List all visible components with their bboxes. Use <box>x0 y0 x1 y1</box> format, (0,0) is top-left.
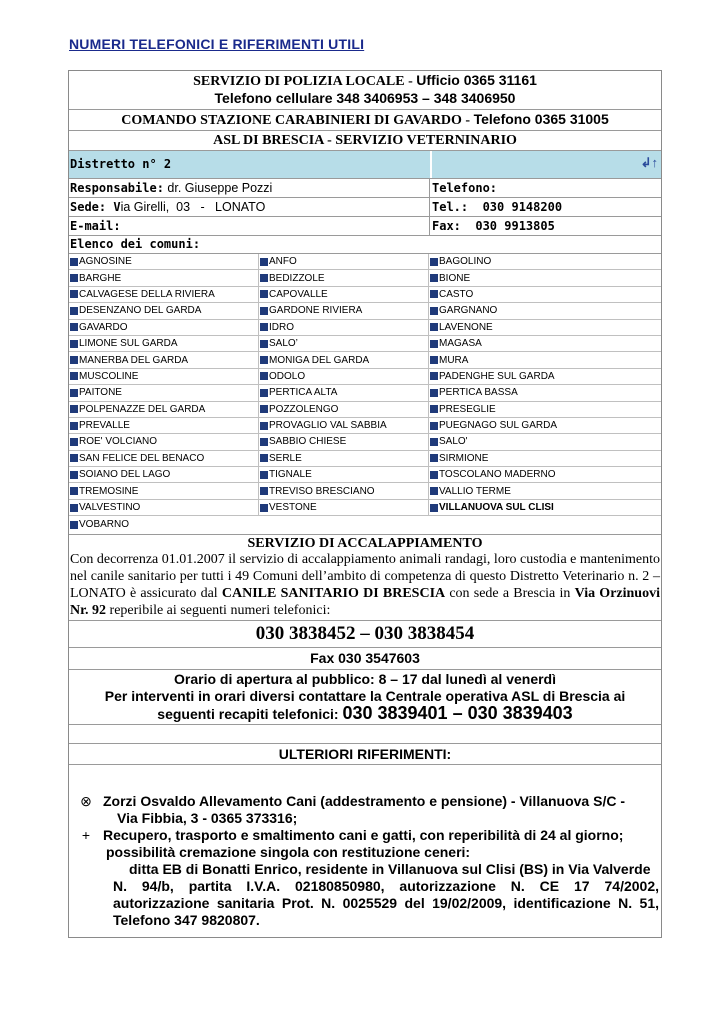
orario-line-3 <box>69 705 661 723</box>
comune-item <box>429 418 661 434</box>
bullet-square-icon <box>260 487 268 495</box>
comune-name: CALVAGESE DELLA RIVIERA <box>79 288 215 300</box>
bullet-square-icon <box>260 504 268 512</box>
comune-name: POLPENAZZE DEL GARDA <box>79 403 206 415</box>
accal-text-1: Con decorrenza 01.01.2007 il servizio di accalappiamento animali randagi, loro custodia e mantenimento nel canile sanitario per tutti i 49 Comuni dell’ambito di competenza di questo Distretto Veterinario n. 2 – LONATO è assicurato dal <box>70 552 660 602</box>
comune-item <box>259 483 429 499</box>
comune-name: CASTO <box>439 288 474 300</box>
comune-item <box>259 385 429 401</box>
bullet-square-icon <box>260 307 268 315</box>
ref2-line3: ditta EB di Bonatti Enrico, residente in Villanuova sul Clisi (BS) in Via Valverde <box>129 861 651 878</box>
comune-name: PROVAGLIO VAL SABBIA <box>269 420 387 432</box>
comune-item <box>429 483 661 499</box>
bullet-square-icon <box>260 274 268 282</box>
bullet-square-icon <box>430 307 438 315</box>
comune-name: SIRMIONE <box>439 452 489 464</box>
accal-text-2: con sede a Brescia in <box>445 586 575 602</box>
comune-name: TREMOSINE <box>79 485 139 497</box>
email-label: E-mail: <box>69 217 430 235</box>
comune-name: POZZOLENGO <box>269 403 339 415</box>
bullet-square-icon <box>260 340 268 348</box>
info-table <box>68 70 662 938</box>
bullet-square-icon <box>260 422 268 430</box>
comune-name: PAITONE <box>79 387 122 399</box>
comune-item <box>429 434 661 450</box>
comune-item <box>429 254 661 270</box>
bullet-square-icon <box>430 290 438 298</box>
comune-name: SALO’ <box>269 338 298 350</box>
bullet-square-icon <box>430 274 438 282</box>
bullet-square-icon <box>70 258 78 266</box>
comune-name: PERTICA BASSA <box>439 387 518 399</box>
comune-item <box>69 467 259 483</box>
comune-name: MUSCOLINE <box>79 370 139 382</box>
comune-name: GARDONE RIVIERA <box>269 305 363 317</box>
police-title: SERVIZIO DI POLIZIA LOCALE - <box>193 74 417 89</box>
comune-name: MURA <box>439 354 469 366</box>
bullet-square-icon <box>70 471 78 479</box>
bullet-square-icon <box>430 405 438 413</box>
bullet-square-icon <box>430 372 438 380</box>
comune-item <box>69 369 259 385</box>
plus-icon: + <box>81 827 91 844</box>
responsabile-row <box>69 179 661 198</box>
comune-name: PRESEGLIE <box>439 403 496 415</box>
responsabile-cell <box>69 179 430 197</box>
comune-name: VALVESTINO <box>79 502 141 514</box>
comune-item <box>429 500 661 516</box>
comune-item <box>69 483 259 499</box>
comune-item <box>69 320 259 336</box>
carabinieri-phone: Telefono 0365 31005 <box>473 111 609 127</box>
comune-name: SAN FELICE DEL BENACO <box>79 452 205 464</box>
comune-item <box>259 434 429 450</box>
comune-item <box>259 254 429 270</box>
comune-name: TIGNALE <box>269 469 312 481</box>
comune-name: BAGOLINO <box>439 256 492 268</box>
comune-item <box>69 418 259 434</box>
comune-item <box>259 500 429 516</box>
return-arrow-icon: ↲↑ <box>640 155 658 170</box>
bullet-square-icon <box>260 323 268 331</box>
district-header-right <box>432 151 661 178</box>
comune-item <box>429 451 661 467</box>
comune-name: LIMONE SUL GARDA <box>79 338 178 350</box>
sede-value: ia Girelli, 03 - LONATO <box>120 200 266 214</box>
ref1-line1: Zorzi Osvaldo Allevamento Cani (addestramento e pensione) - Villanuova S/C - <box>103 793 625 810</box>
comune-name: PUEGNAGO SUL GARDA <box>439 420 557 432</box>
comune-name: DESENZANO DEL GARDA <box>79 305 202 317</box>
comune-item <box>69 434 259 450</box>
bullet-square-icon <box>70 340 78 348</box>
comune-item <box>429 402 661 418</box>
comune-name: PADENGHE SUL GARDA <box>439 370 555 382</box>
bullet-square-icon <box>430 258 438 266</box>
comune-name: IDRO <box>269 321 294 333</box>
district-label: Distretto n° 2 <box>69 151 432 178</box>
bullet-square-icon <box>70 274 78 282</box>
bullet-square-icon <box>70 521 78 529</box>
comune-name: TOSCOLANO MADERNO <box>439 469 556 481</box>
comuni-grid <box>69 254 661 516</box>
bullet-square-icon <box>70 323 78 331</box>
bullet-square-icon <box>260 438 268 446</box>
comune-item <box>259 369 429 385</box>
comune-item <box>259 336 429 352</box>
email-row <box>69 217 661 236</box>
comune-item <box>429 270 661 286</box>
comune-name: PERTICA ALTA <box>269 387 338 399</box>
comune-item <box>429 385 661 401</box>
comune-item <box>69 385 259 401</box>
bullet-square-icon <box>430 389 438 397</box>
comune-item <box>69 287 259 303</box>
comune-name: PREVALLE <box>79 420 130 432</box>
orario-text: seguenti recapiti telefonici: <box>157 706 343 723</box>
canile-phones: 030 3838452 – 030 3838454 <box>69 621 661 648</box>
comune-item <box>259 467 429 483</box>
comune-item <box>69 336 259 352</box>
comune-name: GAVARDO <box>79 321 128 333</box>
police-section <box>69 71 661 110</box>
comune-name: SERLE <box>269 452 302 464</box>
accalappiamento-title: SERVIZIO DI ACCALAPPIAMENTO <box>247 536 483 552</box>
sede-cell <box>69 198 430 216</box>
comune-item <box>69 402 259 418</box>
police-office-phone: Ufficio 0365 31161 <box>416 72 537 88</box>
reference-item <box>69 827 661 844</box>
bullet-square-icon <box>430 487 438 495</box>
bullet-square-icon <box>260 290 268 298</box>
bullet-square-icon <box>430 504 438 512</box>
bullet-square-icon <box>70 454 78 462</box>
comune-item <box>429 336 661 352</box>
ref1-line2: Via Fibbia, 3 - 0365 373316; <box>117 810 298 827</box>
comune-name: VESTONE <box>269 502 317 514</box>
orario-line-1: Orario di apertura al pubblico: 8 – 17 dal lunedì al venerdì <box>174 671 556 688</box>
comune-name: ODOLO <box>269 370 306 382</box>
bullet-square-icon <box>260 471 268 479</box>
comune-name: BARGHE <box>79 272 122 284</box>
comune-name: BIONE <box>439 272 471 284</box>
comune-item <box>69 352 259 368</box>
bullet-square-icon <box>260 372 268 380</box>
comune-item <box>429 369 661 385</box>
comune-item <box>69 451 259 467</box>
police-mobile: Telefono cellulare 348 3406953 – 348 3406950 <box>214 90 516 106</box>
responsabile-value: dr. Giuseppe Pozzi <box>163 181 273 195</box>
orario-line-2: Per interventi in orari diversi contattare la Centrale operativa ASL di Brescia ai <box>104 688 626 705</box>
bullet-square-icon <box>70 307 78 315</box>
sede-label: Sede: V <box>70 200 121 214</box>
fax-value: Fax: 030 9913805 <box>432 219 555 233</box>
comune-item <box>69 303 259 319</box>
comune-name: MANERBA DEL GARDA <box>79 354 189 366</box>
bullet-square-icon <box>70 438 78 446</box>
comune-item <box>69 270 259 286</box>
canile-name: CANILE SANITARIO DI BRESCIA <box>221 586 446 602</box>
sede-row <box>69 198 661 217</box>
comune-name: MONIGA DEL GARDA <box>269 354 370 366</box>
carabinieri-section <box>69 110 661 131</box>
bullet-square-icon <box>260 389 268 397</box>
asl-title: ASL DI BRESCIA - SERVIZIO VETERNINARIO <box>69 131 661 151</box>
comune-name: MAGASA <box>439 338 482 350</box>
comune-name: ANFO <box>269 256 297 268</box>
bullet-square-icon <box>70 405 78 413</box>
bullet-square-icon <box>430 454 438 462</box>
bullet-square-icon <box>70 389 78 397</box>
bullet-square-icon <box>430 422 438 430</box>
bullet-square-icon <box>430 438 438 446</box>
comune-name: TREVISO BRESCIANO <box>269 485 375 497</box>
accalappiamento-text <box>69 551 661 620</box>
reference-item <box>69 793 661 810</box>
bullet-square-icon <box>430 323 438 331</box>
comune-name: VALLIO TERME <box>439 485 511 497</box>
accal-text-3: reperibile ai seguenti numeri telefonici: <box>106 603 331 619</box>
ref2-line2: possibilità cremazione singola con restituzione ceneri: <box>106 844 471 861</box>
responsabile-label: Responsabile: <box>70 181 164 195</box>
bullet-square-icon <box>260 356 268 364</box>
comune-name: SABBIO CHIESE <box>269 436 347 448</box>
comune-item <box>259 287 429 303</box>
ref2-line1: Recupero, trasporto e smaltimento cani e gatti, con reperibilità di 24 al giorno; <box>103 827 624 844</box>
comune-name: SOIANO DEL LAGO <box>79 469 171 481</box>
ref2-rest: N. 94/b, partita I.V.A. 02180850980, autorizzazione N. CE 17 74/2002, autorizzazione sanitaria Prot. N. 0025529 del 19/02/2009, identificazione N. 51, Telefono 347 9820807. <box>113 878 659 929</box>
comune-name: SALO' <box>439 436 468 448</box>
comune-item <box>259 270 429 286</box>
circle-times-icon: ⊗ <box>80 793 92 810</box>
ulteriori-list <box>69 765 661 937</box>
comune-item <box>259 418 429 434</box>
ulteriori-title: ULTERIORI RIFERIMENTI: <box>69 744 661 765</box>
comune-item <box>69 516 661 535</box>
comune-item <box>259 451 429 467</box>
page-title: NUMERI TELEFONICI E RIFERIMENTI UTILI <box>69 36 365 52</box>
bullet-square-icon <box>70 504 78 512</box>
comune-item <box>259 303 429 319</box>
canile-address: Via Orzinuovi Nr. 92 <box>70 586 660 619</box>
tel-value: Tel.: 030 9148200 <box>432 200 563 214</box>
asl-emergency-phones: 030 3839401 – 030 3839403 <box>342 703 573 724</box>
bullet-square-icon <box>70 356 78 364</box>
comune-item <box>259 320 429 336</box>
carabinieri-title: COMANDO STAZIONE CARABINIERI DI GAVARDO - <box>121 113 474 128</box>
police-line-1 <box>69 72 661 90</box>
comune-item <box>429 467 661 483</box>
bullet-square-icon <box>70 422 78 430</box>
comune-item <box>69 254 259 270</box>
comune-name: VOBARNO <box>79 519 130 531</box>
comune-name: BEDIZZOLE <box>269 272 325 284</box>
bullet-square-icon <box>70 372 78 380</box>
orario-section <box>69 670 661 725</box>
comune-item <box>259 352 429 368</box>
district-header <box>69 151 661 179</box>
comune-name: VILLANUOVA SUL CLISI <box>439 502 554 514</box>
comune-item <box>429 320 661 336</box>
comune-name: AGNOSINE <box>79 256 132 268</box>
bullet-square-icon <box>430 356 438 364</box>
bullet-square-icon <box>430 340 438 348</box>
bullet-square-icon <box>260 454 268 462</box>
canile-fax: Fax 030 3547603 <box>69 648 661 670</box>
elenco-label: Elenco dei comuni: <box>69 236 661 254</box>
comune-name: ROE' VOLCIANO <box>79 436 158 448</box>
comune-name: CAPOVALLE <box>269 288 328 300</box>
comune-item <box>429 303 661 319</box>
comune-name: LAVENONE <box>439 321 493 333</box>
bullet-square-icon <box>260 405 268 413</box>
accalappiamento-section <box>69 535 661 621</box>
bullet-square-icon <box>260 258 268 266</box>
comune-item <box>259 402 429 418</box>
spacer-row <box>69 725 661 744</box>
comune-item <box>429 352 661 368</box>
comune-item <box>69 500 259 516</box>
comune-item <box>429 287 661 303</box>
bullet-square-icon <box>70 487 78 495</box>
bullet-square-icon <box>430 471 438 479</box>
telefono-label: Telefono: <box>432 181 498 195</box>
comune-name: GARGNANO <box>439 305 498 317</box>
bullet-square-icon <box>70 290 78 298</box>
